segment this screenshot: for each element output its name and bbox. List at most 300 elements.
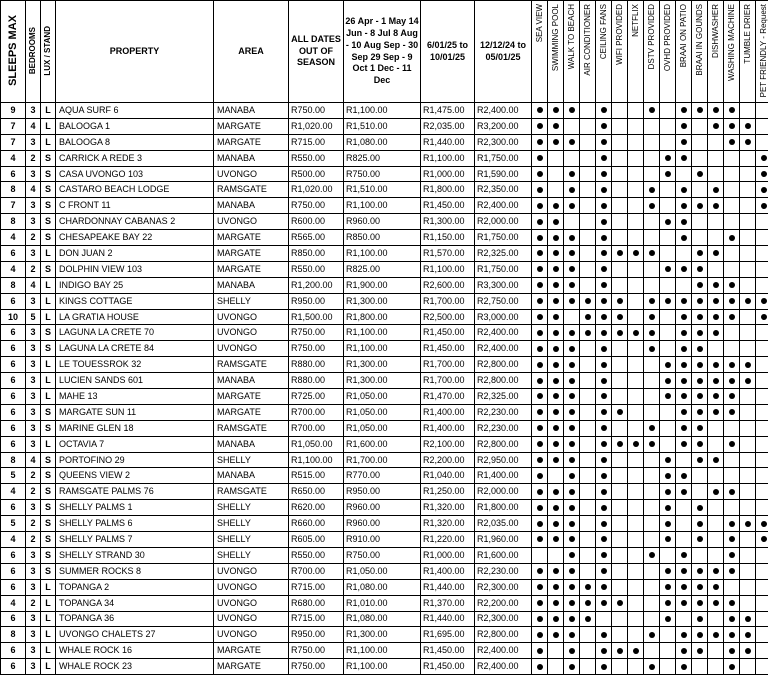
cell-amenity xyxy=(612,516,628,532)
amenity-dot-icon xyxy=(729,378,735,384)
cell-amenity xyxy=(628,325,644,341)
amenity-dot-icon xyxy=(569,552,575,558)
cell-price-jan: R1,300.00 xyxy=(421,214,475,230)
cell-amenity xyxy=(644,230,660,246)
cell-price-peak: R2,400.00 xyxy=(475,341,532,357)
cell-amenity xyxy=(756,547,768,563)
amenity-dot-icon xyxy=(697,282,703,288)
cell-lux-stand: L xyxy=(41,277,56,293)
cell-price-out-of-season: R1,100.00 xyxy=(289,452,344,468)
cell-property: CASTARO BEACH LODGE xyxy=(56,182,214,198)
cell-property: KINGS COTTAGE xyxy=(56,293,214,309)
amenity-dot-icon xyxy=(569,425,575,431)
cell-amenity xyxy=(676,214,692,230)
cell-price-out-of-season: R850.00 xyxy=(289,246,344,262)
table-row xyxy=(1,643,768,659)
amenity-dot-icon xyxy=(681,648,687,654)
amenity-dot-icon xyxy=(729,282,735,288)
amenity-dot-icon xyxy=(697,250,703,256)
amenity-dot-icon xyxy=(553,139,559,145)
cell-amenity xyxy=(628,341,644,357)
amenity-dot-icon xyxy=(729,489,735,495)
amenity-dot-icon xyxy=(617,330,623,336)
cell-area: SHELLY xyxy=(214,293,289,309)
cell-amenity xyxy=(724,611,740,627)
cell-amenity xyxy=(740,341,756,357)
cell-price-shoulder: R850.00 xyxy=(344,230,421,246)
cell-amenity xyxy=(532,627,548,643)
table-row xyxy=(1,484,768,500)
cell-amenity xyxy=(708,357,724,373)
cell-sleeps-max: 4 xyxy=(1,532,26,548)
cell-amenity xyxy=(548,230,564,246)
cell-amenity xyxy=(644,134,660,150)
amenity-dot-icon xyxy=(649,187,655,193)
amenity-dot-icon xyxy=(681,409,687,415)
amenity-dot-icon xyxy=(537,203,543,209)
cell-price-peak: R2,200.00 xyxy=(475,595,532,611)
cell-price-shoulder: R1,300.00 xyxy=(344,293,421,309)
cell-amenity xyxy=(612,103,628,119)
amenity-dot-icon xyxy=(537,600,543,606)
cell-price-out-of-season: R550.00 xyxy=(289,261,344,277)
cell-price-peak: R1,400.00 xyxy=(475,468,532,484)
amenity-dot-icon xyxy=(745,632,751,638)
cell-amenity xyxy=(532,182,548,198)
cell-price-peak: R1,960.00 xyxy=(475,532,532,548)
cell-area: MARGATE xyxy=(214,659,289,675)
amenity-dot-icon xyxy=(553,107,559,113)
cell-amenity xyxy=(692,277,708,293)
cell-amenity xyxy=(644,500,660,516)
amenity-dot-icon xyxy=(681,298,687,304)
cell-amenity xyxy=(740,420,756,436)
cell-amenity xyxy=(724,118,740,134)
cell-amenity xyxy=(660,532,676,548)
cell-amenity xyxy=(548,261,564,277)
header-amenity: SWIMMING POOL xyxy=(548,1,564,103)
amenity-dot-icon xyxy=(601,330,607,336)
cell-sleeps-max: 7 xyxy=(1,198,26,214)
cell-amenity xyxy=(740,150,756,166)
cell-amenity xyxy=(740,563,756,579)
cell-amenity xyxy=(596,627,612,643)
cell-amenity xyxy=(596,643,612,659)
cell-amenity xyxy=(596,150,612,166)
cell-amenity xyxy=(644,246,660,262)
cell-price-jan: R2,500.00 xyxy=(421,309,475,325)
cell-amenity xyxy=(740,166,756,182)
cell-amenity xyxy=(564,341,580,357)
amenity-dot-icon xyxy=(697,171,703,177)
cell-amenity xyxy=(548,214,564,230)
cell-amenity xyxy=(596,325,612,341)
cell-amenity xyxy=(756,309,768,325)
cell-amenity xyxy=(564,309,580,325)
cell-amenity xyxy=(628,659,644,675)
cell-price-jan: R1,440.00 xyxy=(421,579,475,595)
cell-amenity xyxy=(580,436,596,452)
amenity-dot-icon xyxy=(713,584,719,590)
header-amenity: BRAAI IN GOUNDS xyxy=(692,1,708,103)
cell-amenity xyxy=(676,643,692,659)
amenity-dot-icon xyxy=(553,536,559,542)
cell-price-jan: R1,450.00 xyxy=(421,643,475,659)
cell-amenity xyxy=(676,357,692,373)
cell-amenity xyxy=(548,309,564,325)
cell-price-jan: R1,440.00 xyxy=(421,134,475,150)
cell-price-shoulder: R910.00 xyxy=(344,532,421,548)
cell-amenity xyxy=(660,468,676,484)
amenity-dot-icon xyxy=(601,600,607,606)
cell-price-peak: R1,590.00 xyxy=(475,166,532,182)
cell-amenity xyxy=(676,420,692,436)
cell-amenity xyxy=(692,246,708,262)
cell-amenity xyxy=(548,611,564,627)
cell-amenity xyxy=(740,468,756,484)
cell-property: BALOOGA 1 xyxy=(56,118,214,134)
cell-amenity xyxy=(644,118,660,134)
cell-amenity xyxy=(676,198,692,214)
cell-amenity xyxy=(564,357,580,373)
cell-amenity xyxy=(548,277,564,293)
cell-amenity xyxy=(612,452,628,468)
amenity-dot-icon xyxy=(681,266,687,272)
cell-amenity xyxy=(692,118,708,134)
cell-amenity xyxy=(596,563,612,579)
cell-amenity xyxy=(676,166,692,182)
cell-amenity xyxy=(740,452,756,468)
amenity-dot-icon xyxy=(601,171,607,177)
cell-amenity xyxy=(564,659,580,675)
cell-bedrooms: 2 xyxy=(26,595,41,611)
cell-sleeps-max: 8 xyxy=(1,214,26,230)
amenity-dot-icon xyxy=(569,378,575,384)
cell-amenity xyxy=(596,103,612,119)
cell-amenity xyxy=(724,468,740,484)
cell-amenity xyxy=(580,643,596,659)
cell-sleeps-max: 6 xyxy=(1,659,26,675)
cell-sleeps-max: 6 xyxy=(1,643,26,659)
cell-amenity xyxy=(692,182,708,198)
cell-amenity xyxy=(580,627,596,643)
cell-amenity xyxy=(740,532,756,548)
amenity-dot-icon xyxy=(681,489,687,495)
cell-amenity xyxy=(708,214,724,230)
cell-amenity xyxy=(548,198,564,214)
cell-amenity xyxy=(532,341,548,357)
amenity-dot-icon xyxy=(553,346,559,352)
amenity-dot-icon xyxy=(697,107,703,113)
amenity-dot-icon xyxy=(601,107,607,113)
cell-amenity xyxy=(532,595,548,611)
cell-amenity xyxy=(660,389,676,405)
table-row xyxy=(1,500,768,516)
cell-property: LUCIEN SANDS 601 xyxy=(56,373,214,389)
cell-amenity xyxy=(708,134,724,150)
cell-amenity xyxy=(548,627,564,643)
cell-amenity xyxy=(660,436,676,452)
amenity-dot-icon xyxy=(665,616,671,622)
table-row xyxy=(1,627,768,643)
cell-amenity xyxy=(724,166,740,182)
cell-amenity xyxy=(708,532,724,548)
cell-amenity xyxy=(644,182,660,198)
cell-price-jan: R2,600.00 xyxy=(421,277,475,293)
cell-lux-stand: L xyxy=(41,246,56,262)
cell-amenity xyxy=(580,563,596,579)
amenity-dot-icon xyxy=(553,521,559,527)
amenity-dot-icon xyxy=(585,616,591,622)
cell-price-jan: R1,400.00 xyxy=(421,563,475,579)
amenity-dot-icon xyxy=(681,235,687,241)
cell-amenity xyxy=(676,389,692,405)
amenity-dot-icon xyxy=(569,139,575,145)
cell-amenity xyxy=(708,579,724,595)
cell-lux-stand: S xyxy=(41,150,56,166)
cell-amenity xyxy=(596,134,612,150)
amenity-dot-icon xyxy=(681,584,687,590)
cell-amenity xyxy=(676,484,692,500)
amenity-dot-icon xyxy=(601,123,607,129)
cell-amenity xyxy=(676,579,692,595)
cell-amenity xyxy=(596,452,612,468)
amenity-dot-icon xyxy=(537,171,543,177)
cell-amenity xyxy=(708,325,724,341)
amenity-dot-icon xyxy=(697,536,703,542)
cell-amenity xyxy=(724,357,740,373)
cell-bedrooms: 2 xyxy=(26,516,41,532)
cell-sleeps-max: 6 xyxy=(1,246,26,262)
cell-price-out-of-season: R680.00 xyxy=(289,595,344,611)
cell-price-out-of-season: R500.00 xyxy=(289,166,344,182)
amenity-dot-icon xyxy=(537,346,543,352)
cell-amenity xyxy=(548,579,564,595)
amenity-dot-icon xyxy=(713,187,719,193)
cell-sleeps-max: 6 xyxy=(1,166,26,182)
cell-amenity xyxy=(644,150,660,166)
cell-price-jan: R1,695.00 xyxy=(421,627,475,643)
cell-amenity xyxy=(628,579,644,595)
cell-price-out-of-season: R880.00 xyxy=(289,373,344,389)
amenity-dot-icon xyxy=(745,378,751,384)
amenity-dot-icon xyxy=(729,552,735,558)
amenity-dot-icon xyxy=(553,600,559,606)
cell-bedrooms: 4 xyxy=(26,182,41,198)
cell-amenity xyxy=(756,277,768,293)
cell-amenity xyxy=(676,595,692,611)
cell-amenity xyxy=(548,357,564,373)
amenity-dot-icon xyxy=(585,600,591,606)
cell-amenity xyxy=(532,277,548,293)
cell-amenity xyxy=(564,325,580,341)
cell-amenity xyxy=(612,500,628,516)
cell-amenity xyxy=(676,182,692,198)
cell-bedrooms: 3 xyxy=(26,103,41,119)
cell-amenity xyxy=(724,309,740,325)
cell-sleeps-max: 5 xyxy=(1,516,26,532)
amenity-dot-icon xyxy=(681,203,687,209)
amenity-dot-icon xyxy=(729,107,735,113)
cell-amenity xyxy=(708,103,724,119)
cell-price-out-of-season: R725.00 xyxy=(289,389,344,405)
cell-bedrooms: 3 xyxy=(26,643,41,659)
amenity-dot-icon xyxy=(649,107,655,113)
amenity-dot-icon xyxy=(681,107,687,113)
cell-amenity xyxy=(548,118,564,134)
cell-amenity xyxy=(724,134,740,150)
cell-amenity xyxy=(564,627,580,643)
amenity-dot-icon xyxy=(601,346,607,352)
cell-amenity xyxy=(580,182,596,198)
cell-amenity xyxy=(532,246,548,262)
cell-amenity xyxy=(724,182,740,198)
cell-amenity xyxy=(708,150,724,166)
cell-property: SHELLY PALMS 6 xyxy=(56,516,214,532)
cell-amenity xyxy=(724,373,740,389)
cell-price-out-of-season: R550.00 xyxy=(289,150,344,166)
cell-amenity xyxy=(660,182,676,198)
table-row xyxy=(1,532,768,548)
cell-amenity xyxy=(644,373,660,389)
cell-area: UVONGO xyxy=(214,595,289,611)
amenity-dot-icon xyxy=(601,155,607,161)
table-row xyxy=(1,563,768,579)
cell-amenity xyxy=(596,595,612,611)
cell-amenity xyxy=(692,309,708,325)
cell-amenity xyxy=(628,500,644,516)
cell-bedrooms: 3 xyxy=(26,293,41,309)
amenity-dot-icon xyxy=(681,552,687,558)
amenity-dot-icon xyxy=(713,632,719,638)
cell-bedrooms: 3 xyxy=(26,500,41,516)
cell-lux-stand: S xyxy=(41,198,56,214)
amenity-dot-icon xyxy=(569,171,575,177)
amenity-dot-icon xyxy=(649,314,655,320)
cell-amenity xyxy=(628,373,644,389)
cell-property: QUEENS VIEW 2 xyxy=(56,468,214,484)
amenity-dot-icon xyxy=(681,473,687,479)
cell-price-shoulder: R1,050.00 xyxy=(344,404,421,420)
cell-property: MARGATE SUN 11 xyxy=(56,404,214,420)
table-row xyxy=(1,420,768,436)
cell-amenity xyxy=(692,643,708,659)
table-row xyxy=(1,468,768,484)
cell-amenity xyxy=(756,643,768,659)
amenity-dot-icon xyxy=(569,282,575,288)
amenity-dot-icon xyxy=(649,330,655,336)
cell-property: LAGUNA LA CRETE 84 xyxy=(56,341,214,357)
cell-amenity xyxy=(628,468,644,484)
cell-area: UVONGO xyxy=(214,325,289,341)
amenity-dot-icon xyxy=(553,457,559,463)
cell-price-jan: R1,700.00 xyxy=(421,357,475,373)
amenity-dot-icon xyxy=(649,425,655,431)
cell-sleeps-max: 6 xyxy=(1,611,26,627)
cell-amenity xyxy=(692,420,708,436)
amenity-dot-icon xyxy=(681,362,687,368)
amenity-dot-icon xyxy=(745,298,751,304)
cell-amenity xyxy=(628,643,644,659)
cell-price-shoulder: R1,700.00 xyxy=(344,452,421,468)
cell-price-peak: R1,750.00 xyxy=(475,261,532,277)
amenity-dot-icon xyxy=(537,330,543,336)
cell-amenity xyxy=(756,404,768,420)
amenity-dot-icon xyxy=(729,521,735,527)
amenity-dot-icon xyxy=(633,648,639,654)
cell-price-out-of-season: R600.00 xyxy=(289,214,344,230)
cell-amenity xyxy=(580,532,596,548)
cell-amenity xyxy=(532,389,548,405)
cell-area: RAMSGATE xyxy=(214,357,289,373)
amenity-dot-icon xyxy=(713,314,719,320)
cell-amenity xyxy=(756,230,768,246)
cell-area: MARGATE xyxy=(214,643,289,659)
cell-lux-stand: S xyxy=(41,420,56,436)
cell-area: MANABA xyxy=(214,468,289,484)
amenity-dot-icon xyxy=(553,616,559,622)
amenity-dot-icon xyxy=(665,584,671,590)
amenity-dot-icon xyxy=(537,393,543,399)
cell-amenity xyxy=(724,103,740,119)
cell-amenity xyxy=(596,118,612,134)
cell-amenity xyxy=(532,484,548,500)
cell-amenity xyxy=(612,484,628,500)
amenity-dot-icon xyxy=(697,584,703,590)
cell-amenity xyxy=(596,516,612,532)
cell-property: SHELLY PALMS 7 xyxy=(56,532,214,548)
amenity-dot-icon xyxy=(617,250,623,256)
cell-amenity xyxy=(580,547,596,563)
cell-amenity xyxy=(740,627,756,643)
cell-sleeps-max: 6 xyxy=(1,547,26,563)
cell-amenity xyxy=(676,532,692,548)
cell-amenity xyxy=(724,436,740,452)
amenity-dot-icon xyxy=(665,568,671,574)
cell-amenity xyxy=(628,516,644,532)
cell-amenity xyxy=(660,166,676,182)
header-amenity: NETFLIX xyxy=(628,1,644,103)
cell-amenity xyxy=(532,404,548,420)
cell-price-out-of-season: R1,500.00 xyxy=(289,309,344,325)
cell-amenity xyxy=(660,103,676,119)
amenity-dot-icon xyxy=(537,235,543,241)
cell-amenity xyxy=(756,500,768,516)
cell-bedrooms: 3 xyxy=(26,325,41,341)
cell-amenity xyxy=(628,309,644,325)
cell-amenity xyxy=(660,595,676,611)
cell-amenity xyxy=(628,230,644,246)
amenity-dot-icon xyxy=(553,584,559,590)
cell-lux-stand: L xyxy=(41,293,56,309)
cell-amenity xyxy=(660,309,676,325)
amenity-dot-icon xyxy=(601,664,607,670)
cell-lux-stand: L xyxy=(41,579,56,595)
cell-sleeps-max: 6 xyxy=(1,563,26,579)
cell-amenity xyxy=(724,627,740,643)
cell-amenity xyxy=(548,547,564,563)
cell-amenity xyxy=(532,532,548,548)
table-row xyxy=(1,436,768,452)
amenity-dot-icon xyxy=(569,648,575,654)
amenity-dot-icon xyxy=(569,457,575,463)
cell-amenity xyxy=(580,484,596,500)
amenity-dot-icon xyxy=(553,425,559,431)
cell-area: SHELLY xyxy=(214,452,289,468)
cell-amenity xyxy=(756,261,768,277)
cell-amenity xyxy=(628,150,644,166)
header-amenity: WALK TO BEACH xyxy=(564,1,580,103)
